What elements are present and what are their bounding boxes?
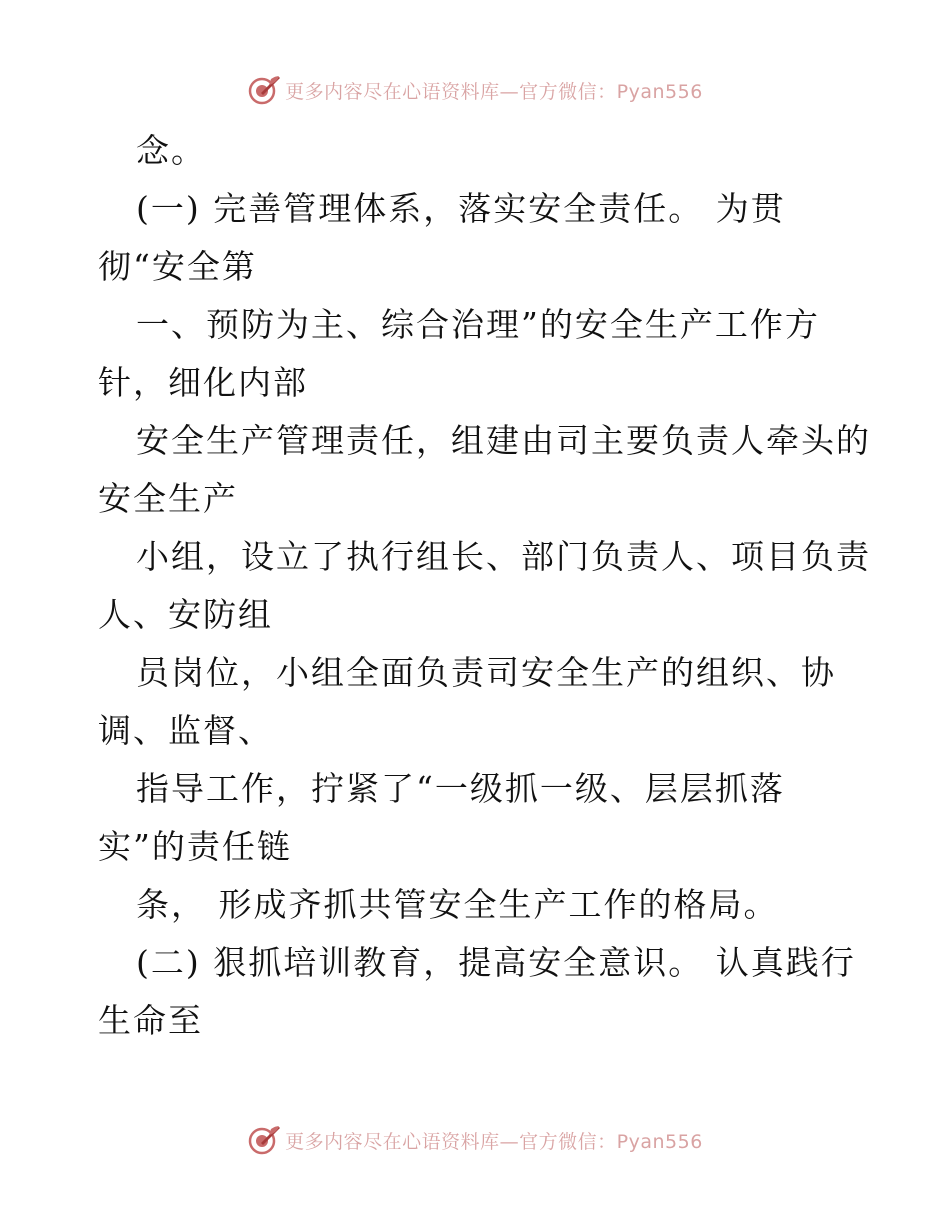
text-line: 指导工作，拧紧了“一级抓一级、层层抓落 [136,769,785,808]
watermark-wechat-id: Pyan556 [616,80,703,103]
quill-pen-seal-icon [247,1123,281,1157]
text-line: 念。 [136,131,206,170]
text-line: 安全生产管理责任，组建由司主要负责人牵头的 [136,421,871,460]
watermark-brand-text: 更多内容尽在心语资料库—官方微信： [285,80,617,103]
watermark-wechat-id: Pyan556 [616,1130,703,1153]
text-line: 小组，设立了执行组长、部门负责人、项目负责 [136,537,871,576]
watermark-brand-text: 更多内容尽在心语资料库—官方微信： [285,1130,617,1153]
text-line: 员岗位，小组全面负责司安全生产的组织、协 [136,653,836,692]
text-line: 安全生产 [98,479,238,518]
text-line: (一) 完善管理体系，落实安全责任。 为贯 [136,189,786,228]
text-line: 实”的责任链 [98,827,292,866]
text-line: (二) 狠抓培训教育，提高安全意识。 认真践行 [136,943,856,982]
text-line: 针，细化内部 [98,363,308,402]
watermark-footer [0,1120,950,1160]
text-line: 彻“安全第 [98,247,257,286]
text-line: 一、预防为主、综合治理”的安全生产工作方 [136,305,820,344]
text-line: 生命至 [98,1001,203,1040]
text-line: 条， 形成齐抓共管安全生产工作的格局。 [136,885,779,924]
text-line: 人、安防组 [98,595,273,634]
text-line: 调、监督、 [98,711,273,750]
